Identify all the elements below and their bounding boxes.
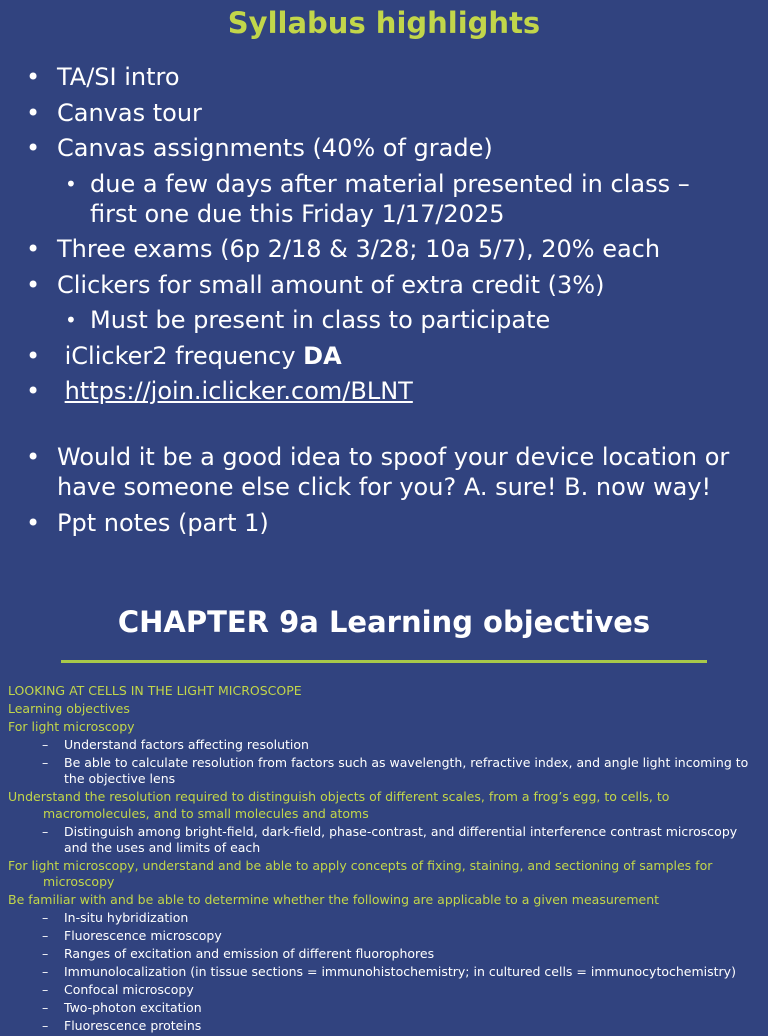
heading-line: macromolecules, and to small molecules and atoms: [43, 805, 369, 821]
objective-item: – Immunolocalization (in tissue sections = immunohistochemistry; in cultured cells = immunocytochemistry): [0, 964, 768, 980]
objective-item: – Fluorescence proteins: [0, 1018, 768, 1034]
sub-bullet-must-be-present: • Must be present in class to participate: [0, 305, 768, 335]
bullet-exams: • Three exams (6p 2/18 & 3/28; 10a 5/7), 20% each: [0, 234, 768, 264]
objective-item: – Fluorescence microscopy: [0, 928, 768, 944]
bullet-spoof-question: • Would it be a good idea to spoof your device location or have someone else click for you? A. sure! B. now way!: [0, 442, 768, 502]
bullet-iclicker-frequency: [0, 341, 768, 371]
title-divider: [61, 660, 707, 663]
bullet-ppt-notes: • Ppt notes (part 1): [0, 508, 768, 538]
learning-objectives: [0, 683, 768, 1036]
objective-item: – In-situ hybridization: [0, 910, 768, 926]
objectives-heading-familiar: Be familiar with and be able to determine whether the following are applicable to a given measurement: [8, 892, 660, 908]
bullet-iclicker-link: [0, 376, 768, 406]
objectives-heading-fixing-staining: [0, 858, 768, 891]
objectives-heading-resolution-scales: [0, 789, 768, 822]
slide-title: Syllabus highlights: [227, 6, 541, 40]
sub-bullet-due-dates: • due a few days after material presented in class – first one due this Friday 1/17/2025: [0, 169, 768, 229]
objective-item: – Two-photon excitation: [0, 1000, 768, 1016]
bullet-clickers: • Clickers for small amount of extra credit (3%): [0, 270, 768, 300]
objectives-heading-light-microscopy: For light microscopy: [8, 718, 135, 734]
bullet-ta-si-intro: • TA/SI intro: [0, 62, 768, 92]
bullet-canvas-tour: • Canvas tour: [0, 98, 768, 128]
syllabus-bullet-list: [0, 62, 768, 543]
objectives-heading-learning: Learning objectives: [8, 700, 130, 716]
iclicker-frequency-label: iClicker2 frequency: [57, 341, 304, 370]
heading-line: Understand the resolution required to distinguish objects of different scales, from a frog’s egg, to cells, to: [8, 789, 670, 805]
objectives-heading-cells: LOOKING AT CELLS IN THE LIGHT MICROSCOPE: [8, 683, 302, 698]
objective-item: – Be able to calculate resolution from factors such as wavelength, refractive index, and angle light incoming to the objective lens: [0, 755, 768, 788]
objective-item: – Distinguish among bright-field, dark-field, phase-contrast, and differential interference contrast microscopy and the uses and limits of each: [0, 824, 768, 857]
iclicker-frequency-code: DA: [303, 341, 342, 370]
objective-item: – Understand factors affecting resolution: [0, 737, 768, 753]
iclicker-join-link[interactable]: https://join.iclicker.com/BLNT: [64, 377, 413, 405]
chapter-title: CHAPTER 9a Learning objectives: [117, 605, 651, 639]
heading-line: For light microscopy, understand and be able to apply concepts of fixing, staining, and sectioning of samples for: [8, 857, 713, 873]
objective-item: – Confocal microscopy: [0, 982, 768, 998]
objective-item: – Ranges of excitation and emission of different fluorophores: [0, 946, 768, 962]
heading-line: microscopy: [43, 874, 115, 890]
bullet-canvas-assignments: • Canvas assignments (40% of grade): [0, 133, 768, 163]
